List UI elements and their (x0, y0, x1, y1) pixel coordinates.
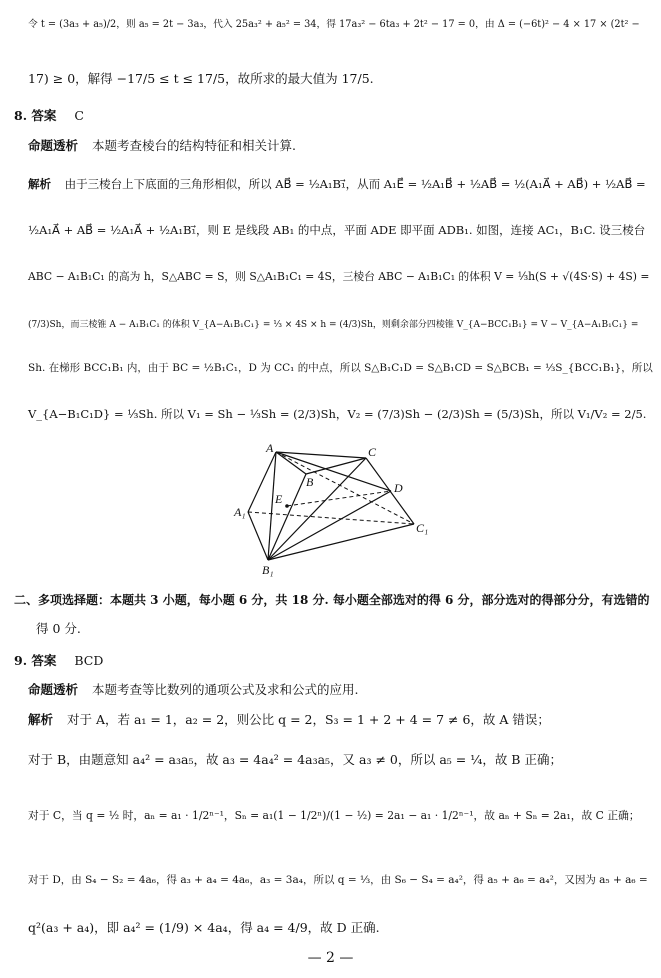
frustum-figure (226, 440, 446, 580)
edge-a1b1 (248, 512, 268, 560)
edge-b1c (268, 458, 366, 560)
q8-analysis-line-5: Sh. 在梯形 BCC₁B₁ 内，由于 BC = ½B₁C₁，D 为 CC₁ 的中点，所以 S△B₁C₁D = S△B₁CD = S△BCB₁ = ⅓S_{BCC₁B₁}，所以 (28, 362, 653, 374)
q8-insight (28, 137, 296, 155)
q9-analysis-label: 解析 (28, 712, 54, 727)
q8-answer (14, 107, 84, 125)
label-b: B (306, 475, 314, 489)
page-number: — 2 — (307, 950, 354, 966)
q8-analysis-line-4: (7/3)Sh，而三棱锥 A − A₁B₁C₁ 的体积 V_{A−A₁B₁C₁} = ⅓ × 4S × h = (4/3)Sh，则剩余部分四棱锥 V_{A−BCC₁B₁} = V − V_{A−A₁B₁C₁} = (28, 320, 639, 330)
q8-answer-label: 8. 答案 (14, 108, 57, 123)
label-c1: C₁ (416, 521, 429, 535)
label-d: D (394, 481, 403, 495)
section-2-title-cont: 得 0 分. (36, 621, 81, 636)
q8-analysis-text-1: 由于三棱台上下底面的三角形相似，所以 AB⃗ = ½A₁B₁⃗，从而 A₁E⃗ = ½A₁B⃗ + ½AB⃗ = ½(A₁A⃗ + AB⃗) + ½AB⃗ = (64, 177, 646, 191)
label-a: A (266, 441, 274, 455)
q9-answer-value: BCD (74, 653, 104, 668)
edge-a1c1-hidden (248, 512, 414, 524)
q9-analysis-b: 对于 B，由题意知 a₄² = a₃a₅，故 a₃ = 4a₄² = 4a₃a₅，又 a₃ ≠ 0，所以 a₅ = ¼，故 B 正确； (28, 752, 562, 767)
q8-analysis-line-2: ½A₁A⃗ + AB⃗ = ½A₁A⃗ + ½A₁B₁⃗，则 E 是线段 AB₁ 的中点，平面 ADE 即平面 ADB₁. 如图，连接 AC₁，B₁C. 设三棱台 (28, 223, 646, 237)
edge-b1c1 (268, 524, 414, 560)
point-e (285, 504, 289, 508)
q9-analysis-a (28, 711, 550, 729)
q9-analysis-a-text: 对于 A，若 a₁ = 1，a₂ = 2，则公比 q = 2，S₃ = 1 + 2 + 4 = 7 ≠ 6，故 A 错误； (67, 712, 550, 727)
edge-bc (306, 458, 366, 474)
edge-b1d (268, 491, 391, 560)
q9-analysis-c: 对于 C，当 q = ½ 时，aₙ = a₁ · 1/2ⁿ⁻¹，Sₙ = a₁(1 − 1/2ⁿ)/(1 − ½) = 2a₁ − a₁ · 1/2ⁿ⁻¹，故 aₙ + Sₙ = 2a₁，故 C 正确； (28, 809, 640, 822)
q9-answer (14, 652, 103, 670)
q8-analysis-line-6: V_{A−B₁C₁D} = ⅓Sh. 所以 V₁ = Sh − ⅓Sh = (2/3)Sh，V₂ = (7/3)Sh − (2/3)Sh = (5/3)Sh，所以 V₁/V₂ = 2/5. (28, 407, 647, 421)
q8-answer-value: C (74, 108, 84, 123)
q8-analysis-line-1 (28, 175, 646, 193)
label-b1: B₁ (262, 563, 274, 577)
q9-answer-label: 9. 答案 (14, 653, 57, 668)
q8-analysis-line-3: ABC − A₁B₁C₁ 的高为 h，S△ABC = S，则 S△A₁B₁C₁ = 4S，三棱台 ABC − A₁B₁C₁ 的体积 V = ⅓h(S + √(4S·S) + 4S) = (28, 270, 650, 283)
section-2-title: 二、多项选择题：本题共 3 小题，每小题 6 分，共 18 分. 每小题全部选对的得 6 分，部分选对的得部分分，有选错的 (14, 593, 650, 607)
q8-insight-text: 本题考查棱台的结构特征和相关计算. (92, 138, 296, 153)
q9-analysis-d: 对于 D，由 S₄ − S₂ = 4a₆，得 a₃ + a₄ = 4a₆，a₃ = 3a₄，所以 q = ⅓，由 S₆ − S₄ = a₄²，得 a₅ + a₆ = a₄²，又因为 a₅ + a₆ = (28, 874, 648, 886)
q8-insight-label: 命题透析 (28, 138, 79, 153)
q9-insight (28, 681, 358, 699)
label-c: C (368, 445, 377, 459)
label-a1: A₁ (234, 505, 246, 519)
q9-analysis-e: q²(a₃ + a₄)，即 a₄² = (1/9) × 4a₄，得 a₄ = 4/9，故 D 正确. (28, 920, 380, 935)
q9-insight-text: 本题考查等比数列的通项公式及求和公式的应用. (92, 682, 359, 697)
edge-ab (276, 452, 306, 474)
paragraph-top-line-1: 令 t = (3a₃ + a₅)/2，则 a₅ = 2t − 3a₃，代入 25a₃² + a₅² = 34，得 17a₃² − 6ta₃ + 2t² − 17 = 0，由 Δ = (−6t)² − 4 × 17 × (2t² − (28, 19, 640, 30)
q8-analysis-label: 解析 (28, 177, 51, 191)
q9-insight-label: 命题透析 (28, 682, 79, 697)
paragraph-top-line-2: 17) ≥ 0，解得 −17/5 ≤ t ≤ 17/5，故所求的最大值为 17/5. (28, 71, 374, 86)
label-e: E (275, 492, 283, 506)
